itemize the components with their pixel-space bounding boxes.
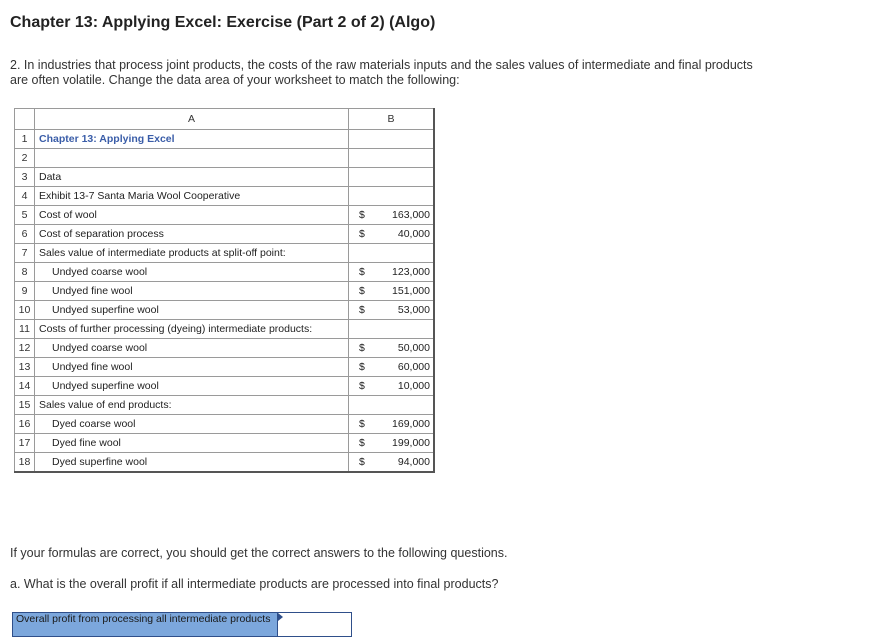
label-cell: Undyed fine wool: [35, 282, 349, 301]
sheet-row: [15, 206, 435, 225]
label-cell: Undyed coarse wool: [35, 263, 349, 282]
amount: 151,000: [392, 285, 430, 297]
row-number: 18: [15, 453, 35, 473]
column-header-b: B: [349, 109, 435, 130]
currency-symbol: $: [359, 304, 365, 316]
amount: 60,000: [397, 361, 430, 373]
value-cell: [349, 225, 435, 244]
sheet-row: [15, 149, 435, 168]
amount: 123,000: [392, 266, 430, 278]
row-number: 7: [15, 244, 35, 263]
label-cell: Cost of wool: [35, 206, 349, 225]
label-cell: Dyed superfine wool: [35, 453, 349, 473]
row-number: 12: [15, 339, 35, 358]
sheet-row: [15, 339, 435, 358]
currency-symbol: $: [359, 361, 365, 373]
label-cell: Dyed fine wool: [35, 434, 349, 453]
amount: 50,000: [397, 342, 430, 354]
label-cell: Sales value of intermediate products at split-off point:: [35, 244, 349, 263]
label-cell: Undyed fine wool: [35, 358, 349, 377]
row-number: 6: [15, 225, 35, 244]
label-cell: Undyed superfine wool: [35, 377, 349, 396]
label-cell: Data: [35, 168, 349, 187]
amount: 163,000: [392, 209, 430, 221]
value-cell: [349, 453, 435, 473]
sheet-row: [15, 415, 435, 434]
label-cell: Undyed coarse wool: [35, 339, 349, 358]
value-cell: [349, 130, 435, 149]
corner-cell: [15, 109, 35, 130]
row-number: 3: [15, 168, 35, 187]
label-cell: Cost of separation process: [35, 225, 349, 244]
currency-symbol: $: [359, 266, 365, 278]
currency-symbol: $: [359, 209, 365, 221]
value-cell: [349, 301, 435, 320]
value-cell: [349, 434, 435, 453]
row-number: 1: [15, 130, 35, 149]
instructions-line-2: are often volatile. Change the data area of your worksheet to match the following:: [10, 73, 460, 87]
value-cell: [349, 320, 435, 339]
answer-input-box[interactable]: [278, 612, 352, 637]
sheet-row: [15, 130, 435, 149]
amount: 94,000: [397, 456, 430, 468]
sheet-row: [15, 301, 435, 320]
amount: 199,000: [392, 437, 430, 449]
amount: 53,000: [397, 304, 430, 316]
column-header-a: A: [35, 109, 349, 130]
sheet-row: [15, 320, 435, 339]
row-number: 10: [15, 301, 35, 320]
currency-symbol: $: [359, 437, 365, 449]
row-number: 16: [15, 415, 35, 434]
value-cell: [349, 358, 435, 377]
sheet-row: [15, 453, 435, 473]
currency-symbol: $: [359, 456, 365, 468]
row-number: 9: [15, 282, 35, 301]
question-a: a. What is the overall profit if all intermediate products are processed into final products?: [10, 577, 499, 591]
column-header-row: [15, 109, 435, 130]
label-cell: [35, 149, 349, 168]
currency-symbol: $: [359, 228, 365, 240]
sheet-row: [15, 358, 435, 377]
overall-profit-input[interactable]: [278, 613, 351, 636]
instructions-line-1: 2. In industries that process joint products, the costs of the raw materials inputs and the sales values of intermediate and final products: [10, 58, 753, 72]
value-cell: [349, 206, 435, 225]
label-cell: Dyed coarse wool: [35, 415, 349, 434]
value-cell: [349, 415, 435, 434]
row-number: 13: [15, 358, 35, 377]
value-cell: [349, 339, 435, 358]
currency-symbol: $: [359, 285, 365, 297]
row-number: 2: [15, 149, 35, 168]
row-number: 5: [15, 206, 35, 225]
sheet-row: [15, 434, 435, 453]
value-cell: [349, 168, 435, 187]
sheet-row: [15, 377, 435, 396]
page-title: Chapter 13: Applying Excel: Exercise (Part 2 of 2) (Algo): [10, 14, 436, 31]
sheet-row: [15, 396, 435, 415]
value-cell: [349, 282, 435, 301]
answer-row: [12, 612, 352, 637]
row-number: 17: [15, 434, 35, 453]
formula-note: If your formulas are correct, you should get the correct answers to the following questions.: [10, 546, 508, 560]
currency-symbol: $: [359, 418, 365, 430]
amount: 40,000: [397, 228, 430, 240]
row-number: 11: [15, 320, 35, 339]
row-number: 8: [15, 263, 35, 282]
currency-symbol: $: [359, 342, 365, 354]
label-cell: Undyed superfine wool: [35, 301, 349, 320]
value-cell: [349, 377, 435, 396]
amount: 10,000: [397, 380, 430, 392]
sheet-title-cell: Chapter 13: Applying Excel: [35, 130, 349, 149]
row-number: 14: [15, 377, 35, 396]
sheet-row: [15, 282, 435, 301]
value-cell: [349, 187, 435, 206]
label-cell: Costs of further processing (dyeing) intermediate products:: [35, 320, 349, 339]
value-cell: [349, 244, 435, 263]
label-cell: Sales value of end products:: [35, 396, 349, 415]
row-number: 15: [15, 396, 35, 415]
currency-symbol: $: [359, 380, 365, 392]
value-cell: [349, 396, 435, 415]
answer-label: Overall profit from processing all intermediate products: [12, 612, 278, 637]
value-cell: [349, 263, 435, 282]
sheet-row: [15, 244, 435, 263]
sheet-row: [15, 263, 435, 282]
sheet-row: [15, 168, 435, 187]
sheet-row: [15, 225, 435, 244]
row-number: 4: [15, 187, 35, 206]
amount: 169,000: [392, 418, 430, 430]
spreadsheet: [14, 108, 435, 473]
value-cell: [349, 149, 435, 168]
instructions: [10, 58, 810, 88]
sheet-row: [15, 187, 435, 206]
label-cell: Exhibit 13-7 Santa Maria Wool Cooperative: [35, 187, 349, 206]
